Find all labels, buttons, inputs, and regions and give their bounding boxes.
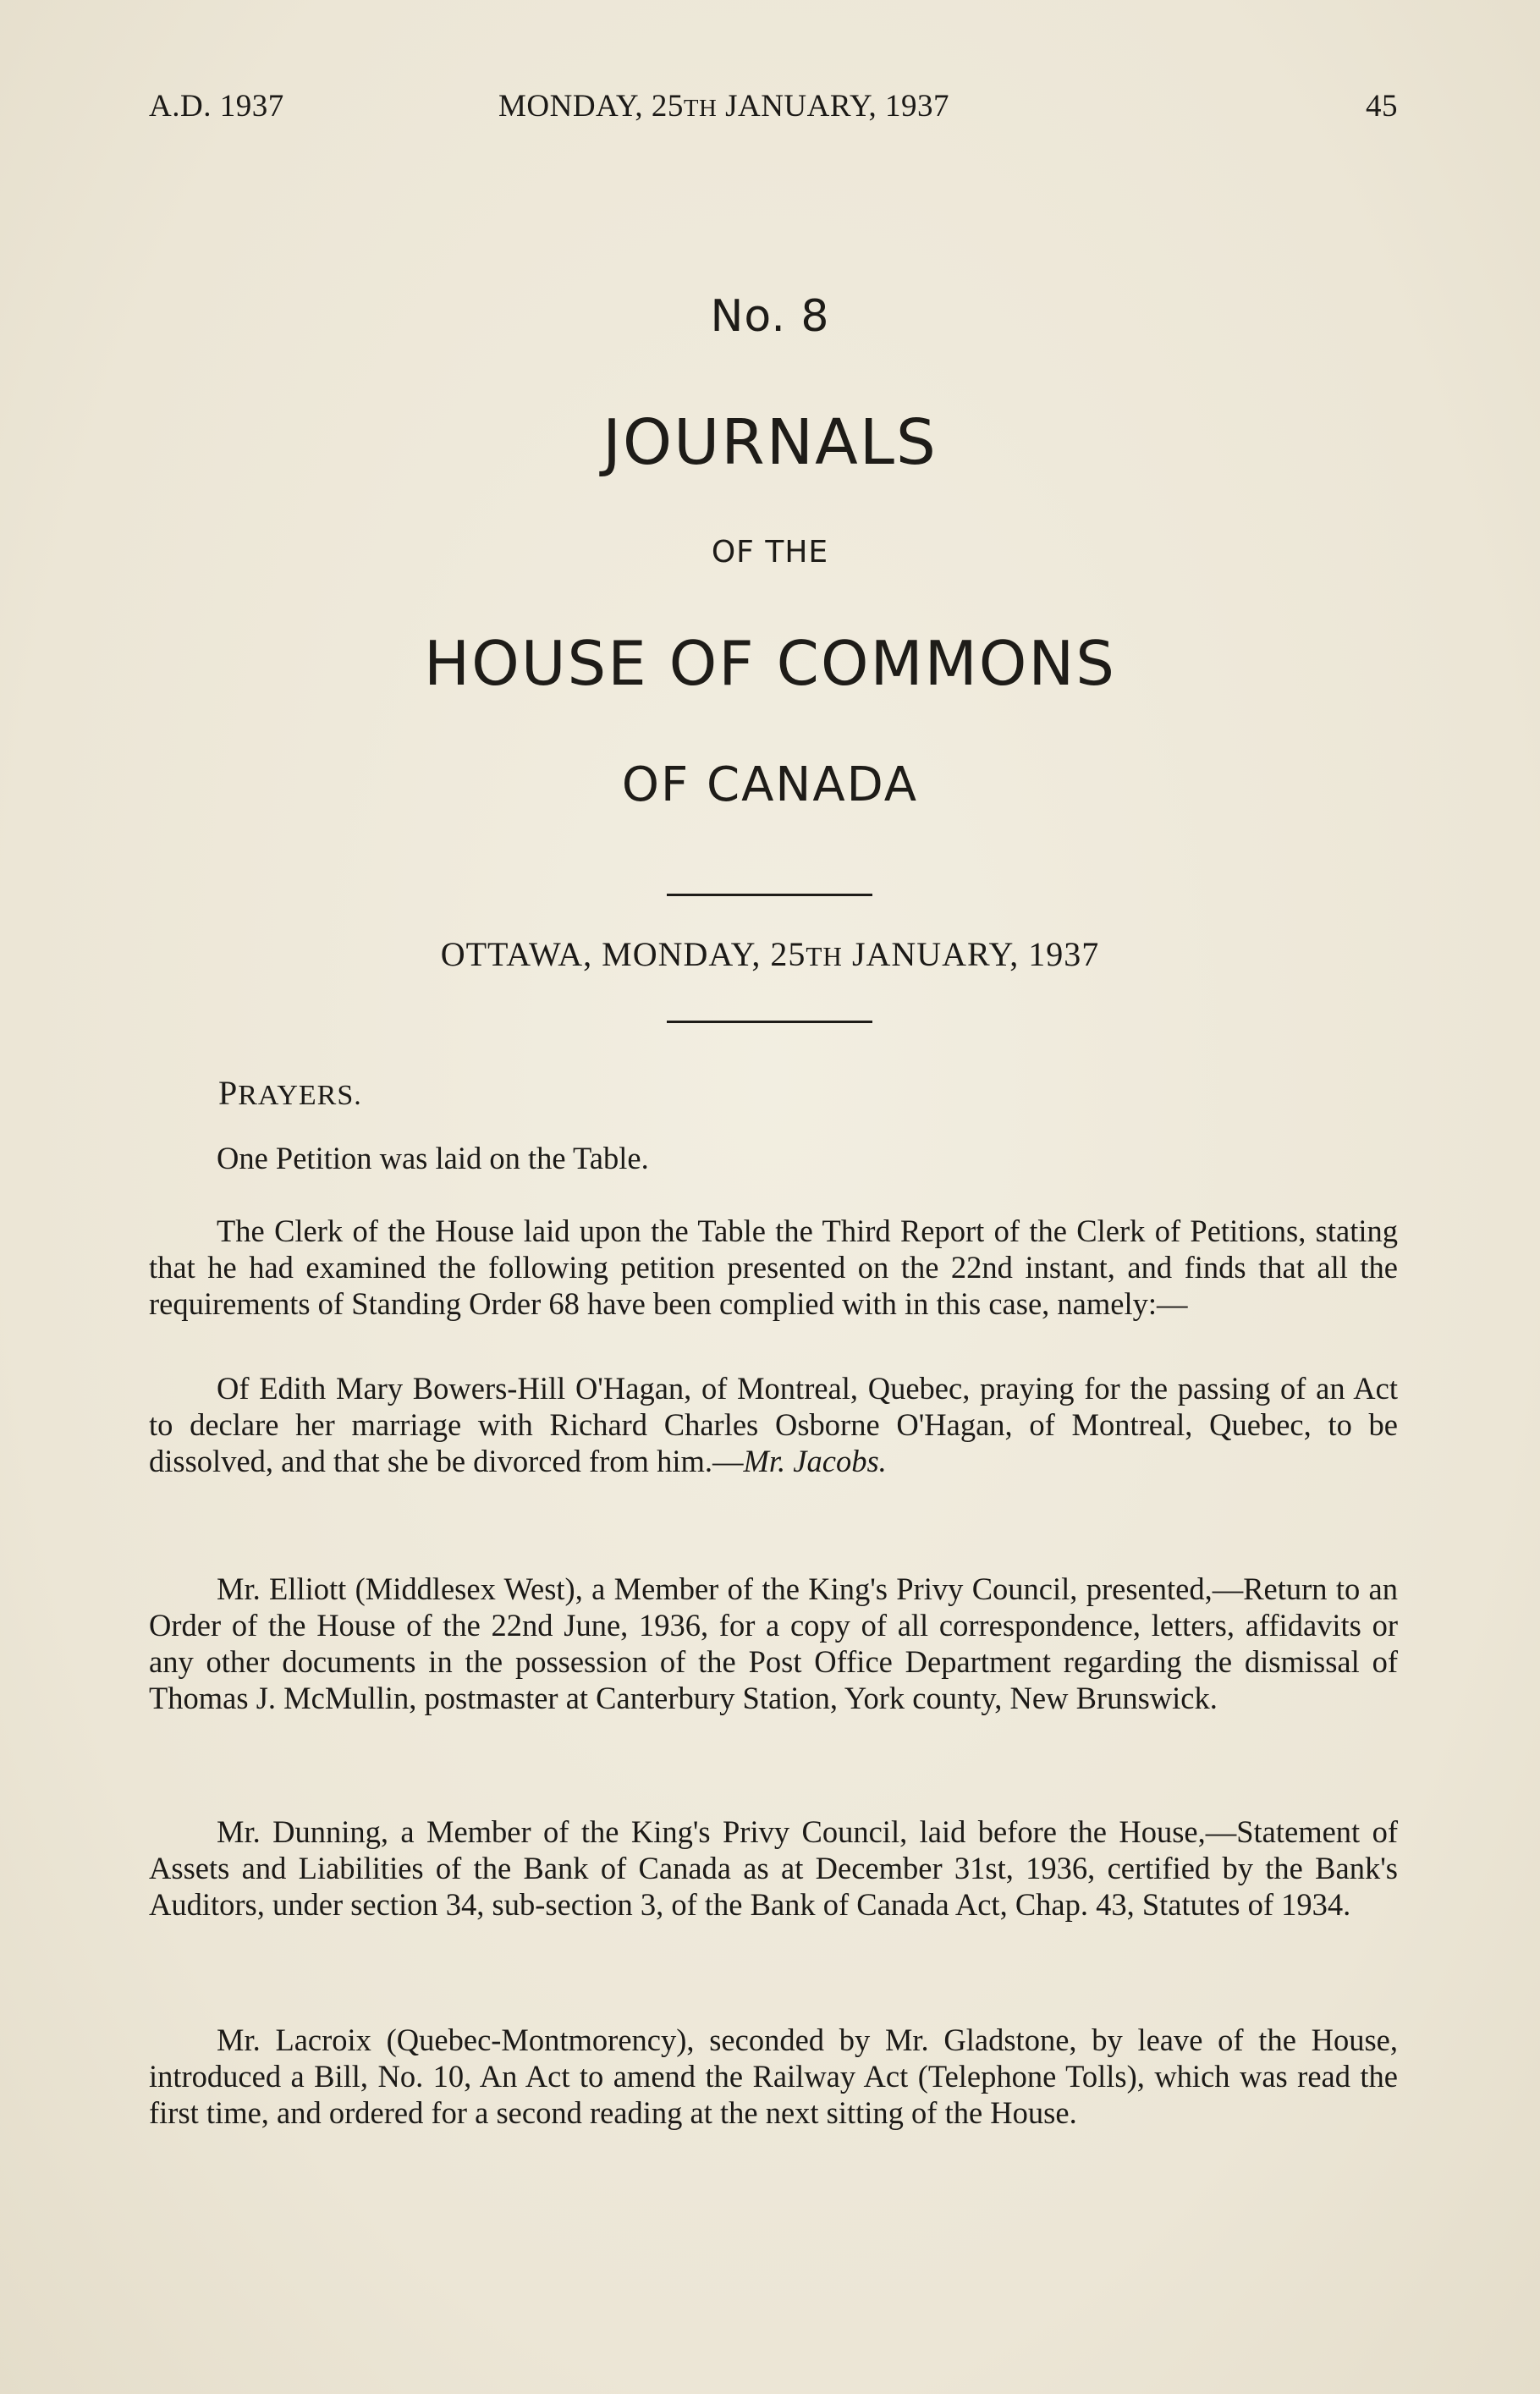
divider-rule bbox=[667, 894, 872, 896]
paragraph-ohagan-petition bbox=[149, 1370, 1398, 1479]
masthead-journals: JOURNALS bbox=[602, 406, 938, 479]
divider-rule bbox=[667, 1021, 872, 1023]
running-head-date bbox=[498, 88, 949, 124]
issue-number: No. 8 bbox=[710, 291, 830, 342]
masthead-of-canada: OF CANADA bbox=[621, 757, 919, 812]
dateline-suffix: TH bbox=[806, 942, 843, 971]
dateline-prefix: OTTAWA, MONDAY, 25 bbox=[440, 935, 806, 973]
paragraph-dunning-statement: Mr. Dunning, a Member of the King's Privy Council, laid before the House,—Statement of Assets and Liabilities of the Bank of Canada as at December 31st, 1936, certified by the Bank's Auditors, under section 34, sub-section 3, of the Bank of Canada Act, Chap. 43, Statutes of 1934. bbox=[149, 1814, 1398, 1922]
prayers-initial: P bbox=[218, 1074, 239, 1112]
prayers-heading bbox=[218, 1073, 362, 1113]
ohagan-petition-text: Of Edith Mary Bowers-Hill O'Hagan, of Montreal, Quebec, praying for the passing of an Act to declare her marriage with Richard Charles Osborne O'Hagan, of Montreal, Quebec, to be dissolved, and that she be divorced from him.— bbox=[149, 1371, 1398, 1478]
paragraph-elliott-return: Mr. Elliott (Middlesex West), a Member of the King's Privy Council, presented,—Return to an Order of the House of the 22nd June, 1936, for a copy of all correspondence, letters, affidavits or any other documents in the possession of the Post Office Department regarding the dismissal of Thomas J. McMullin, postmaster at Canterbury Station, York county, New Brunswick. bbox=[149, 1571, 1398, 1715]
running-head-year: A.D. 1937 bbox=[149, 89, 284, 124]
dateline-rest: JANUARY, 1937 bbox=[842, 935, 1100, 973]
masthead-of-the: OF THE bbox=[711, 535, 829, 570]
dateline bbox=[0, 934, 1540, 974]
paragraph-clerk-report: The Clerk of the House laid upon the Table the Third Report of the Clerk of Petitions, stating that he had examined the following petition presented on the 22nd instant, and finds that all the requirements of Standing Order 68 have been complied with in this case, namely:— bbox=[149, 1214, 1398, 1321]
running-head-date-prefix: MONDAY, 25 bbox=[498, 89, 684, 124]
masthead-house-of-commons: HOUSE OF COMMONS bbox=[424, 628, 1116, 699]
running-head-date-suffix: TH bbox=[683, 95, 718, 122]
ohagan-petition-member: Mr. Jacobs. bbox=[743, 1444, 887, 1478]
running-head bbox=[149, 88, 1398, 130]
page-number: 45 bbox=[1366, 89, 1398, 124]
prayers-rest: RAYERS. bbox=[238, 1080, 362, 1111]
running-head-date-rest: JANUARY, 1937 bbox=[717, 89, 949, 124]
paragraph-petition-laid: One Petition was laid on the Table. bbox=[217, 1141, 649, 1175]
paragraph-lacroix-bill: Mr. Lacroix (Quebec-Montmorency), seconded by Mr. Gladstone, by leave of the House, introduced a Bill, No. 10, An Act to amend the Railway Act (Telephone Tolls), which was read the first time, and ordered for a second reading at the next sitting of the House. bbox=[149, 2023, 1398, 2130]
